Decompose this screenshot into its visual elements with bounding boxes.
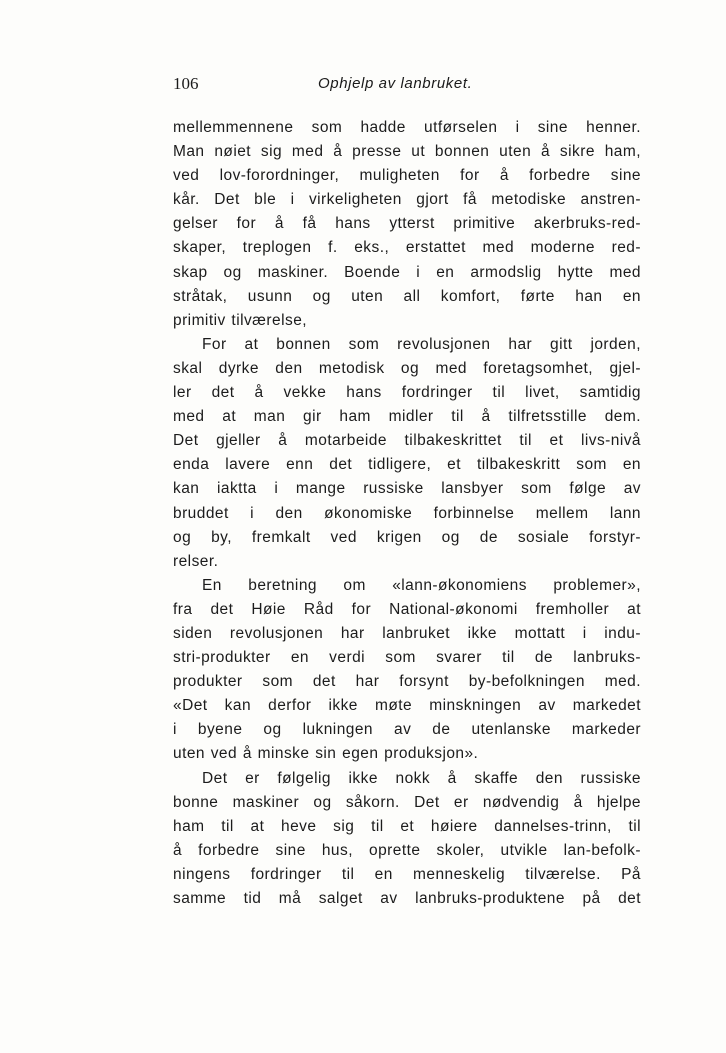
text-line: og by, fremkalt ved krigen og de sosiale forstyr- <box>173 528 641 546</box>
text-line: uten ved å minske sin egen produksjon». <box>173 745 479 763</box>
text-line: En beretning om «lann-økonomiens problemer», <box>202 576 641 594</box>
page-header <box>173 74 643 100</box>
text-line: skap og maskiner. Boende i en armodslig hytte med <box>173 263 641 281</box>
text-line: ham til at heve sig til et høiere dannelses-trinn, til <box>173 817 641 835</box>
text-line: siden revolusjonen har lanbruket ikke mottatt i indu- <box>173 624 641 642</box>
text-line: relser. <box>173 552 219 570</box>
text-line: ningens fordringer til en menneskelig tilværelse. På <box>173 865 641 883</box>
text-line: samme tid må salget av lanbruks-produktene på det <box>173 890 641 907</box>
page-number: 106 <box>173 74 199 93</box>
text-line: gelser for å få hans ytterst primitive akerbruks-red- <box>173 215 641 233</box>
text-line: ler det å vekke hans fordringer til livet, samtidig <box>173 384 641 402</box>
text-line: Det er følgelig ikke nokk å skaffe den russiske <box>202 769 641 787</box>
text-line: fra det Høie Råd for National-økonomi fremholler at <box>173 600 641 618</box>
text-line: skal dyrke den metodisk og med foretagsomhet, gjel- <box>173 359 641 377</box>
text-line: «Det kan derfor ikke møte minskningen av markedet <box>173 697 641 715</box>
text-line: Man nøiet sig med å presse ut bonnen uten å sikre ham, <box>173 143 641 161</box>
text-line: ved lov-forordninger, muligheten for å forbedre sine <box>173 167 641 185</box>
text-line: stråtak, usunn og uten all komfort, førte han en <box>173 287 641 305</box>
text-line: kår. Det ble i virkeligheten gjort få metodiske anstren- <box>173 191 641 209</box>
text-line: For at bonnen som revolusjonen har gitt jorden, <box>202 335 641 353</box>
text-line: Det gjeller å motarbeide tilbakeskrittet til et livs-nivå <box>173 432 641 450</box>
text-line: skaper, treplogen f. eks., erstattet med moderne red- <box>173 239 641 257</box>
text-line: primitiv tilværelse, <box>173 311 308 329</box>
text-line: mellemmennene som hadde utførselen i sine henner. <box>173 119 641 136</box>
text-line: med at man gir ham midler til å tilfretsstille dem. <box>173 408 641 426</box>
text-line: bonne maskiner og såkorn. Det er nødvendig å hjelpe <box>173 793 641 811</box>
text-line: kan iaktta i mange russiske lansbyer som følge av <box>173 480 641 498</box>
text-line: bruddet i den økonomiske forbinnelse mellem lann <box>173 504 641 522</box>
text-line: i byene og lukningen av de utenlanske markeder <box>173 721 641 739</box>
running-head: Ophjelp av lanbruket. <box>318 75 473 92</box>
text-line: stri-produkter en verdi som svarer til de lanbruks- <box>173 649 641 667</box>
text-line: enda lavere enn det tidligere, et tilbakeskritt som en <box>173 456 641 474</box>
text-line: å forbedre sine hus, oprette skoler, utvikle lan-befolk- <box>173 841 641 859</box>
text-line: produkter som det har forsynt by-befolkningen med. <box>173 673 641 691</box>
body-text <box>173 116 641 911</box>
